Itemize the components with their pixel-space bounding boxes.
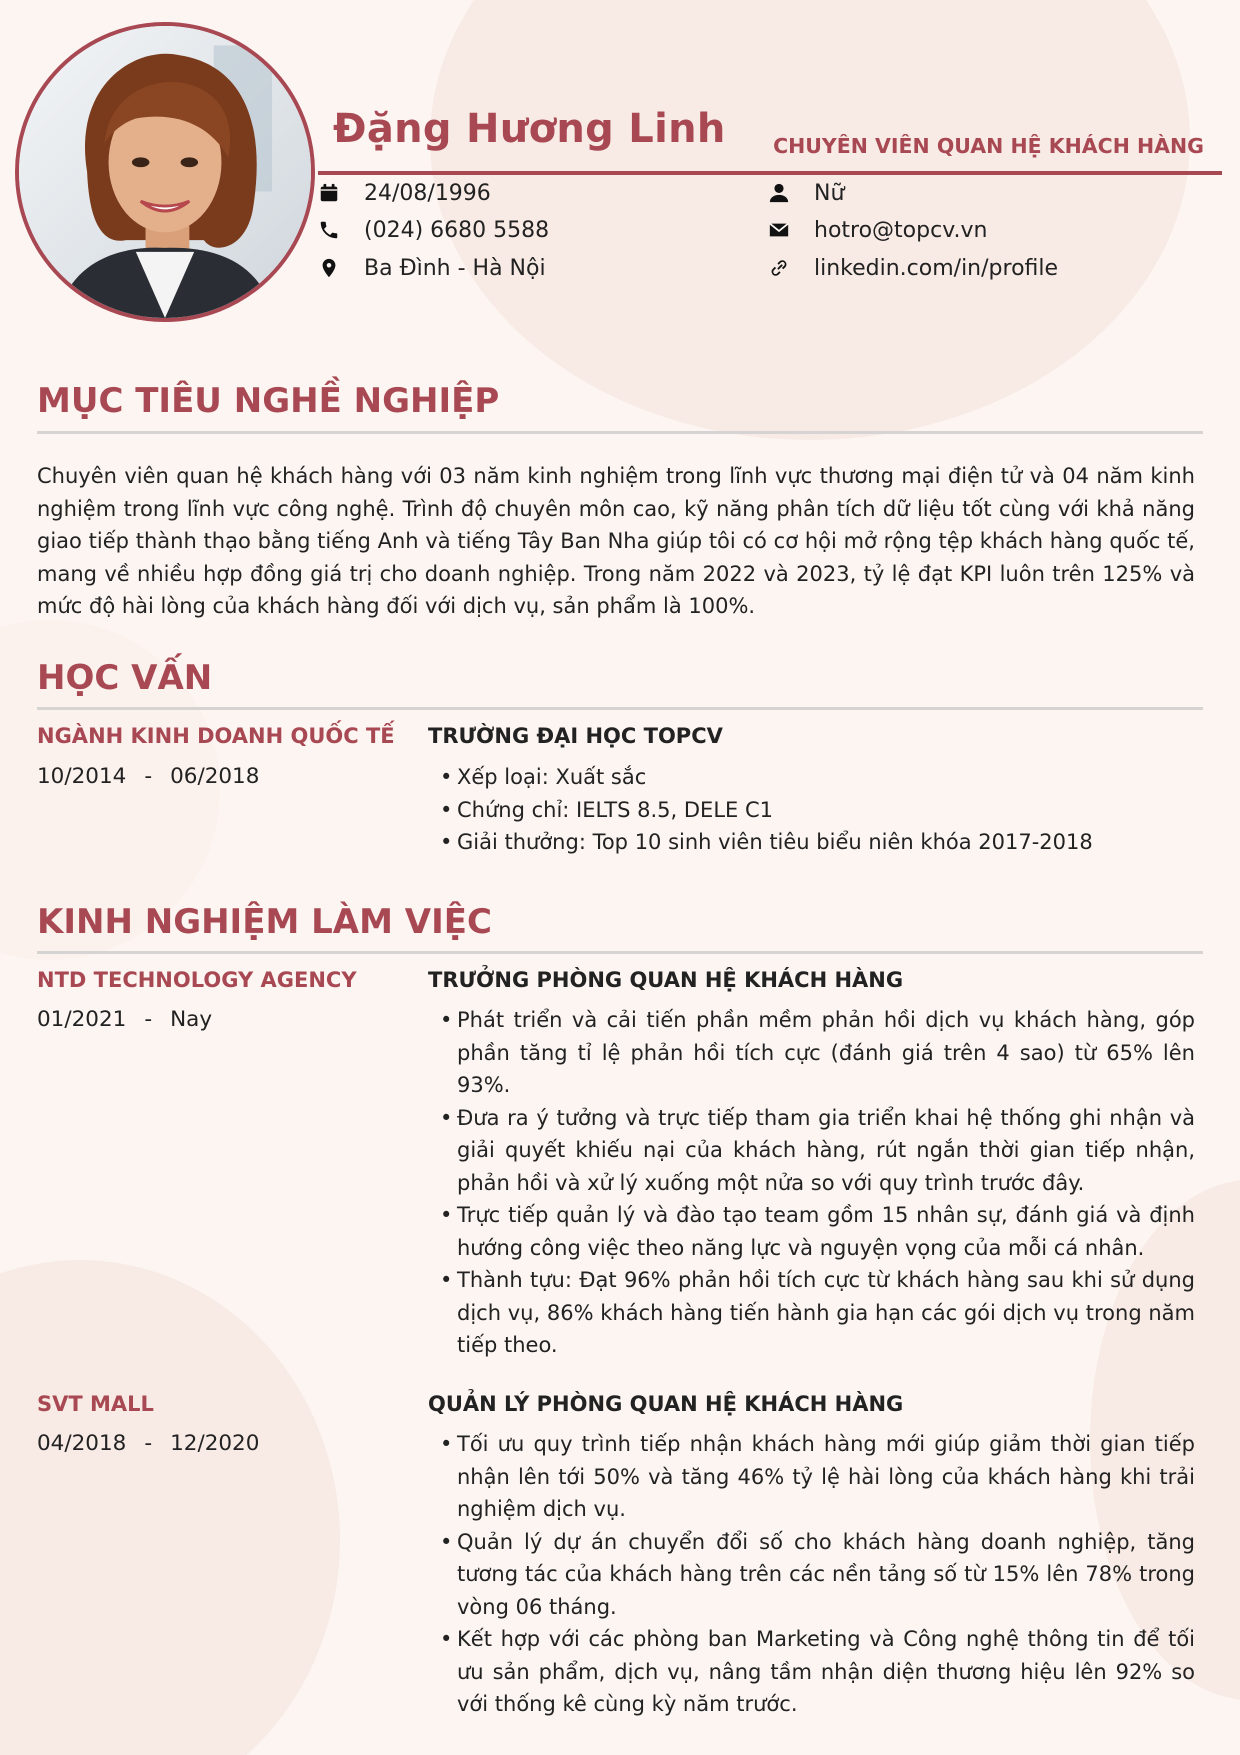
experience-divider (37, 951, 1203, 954)
list-item: • Tối ưu quy trình tiếp nhận khách hàng mới giúp giảm thời gian tiếp nhận lên tới 50% và tăng 46% tỷ lệ hài lòng của khách hàng khi trải nghiệm dịch vụ. (440, 1428, 1195, 1526)
education-start: 10/2014 (37, 764, 127, 789)
education-major: NGÀNH KINH DOANH QUỐC TẾ (37, 724, 395, 748)
job-1-start: 01/2021 (37, 1007, 127, 1032)
job-2-achievements (440, 1428, 1195, 1721)
location-pin-icon (316, 255, 342, 281)
job-title: CHUYÊN VIÊN QUAN HỆ KHÁCH HÀNG (773, 134, 1204, 158)
list-item: • Thành tựu: Đạt 96% phản hồi tích cực từ khách hàng sau khi sử dụng dịch vụ, 86% khách hàng tiến hành gia hạn các gói dịch vụ trong năm tiếp theo. (440, 1264, 1195, 1362)
background-shape (0, 1260, 340, 1755)
education-end: 06/2018 (170, 764, 260, 789)
gender-value: Nữ (814, 180, 845, 206)
list-item: • Trực tiếp quản lý và đào tạo team gồm 15 nhân sự, đánh giá và định hướng công việc theo năng lực và nguyện vọng của mỗi cá nhân. (440, 1199, 1195, 1264)
phone-value: (024) 6680 5588 (364, 217, 550, 243)
job-1-company: NTD TECHNOLOGY AGENCY (37, 968, 357, 992)
education-heading: HỌC VẤN (37, 658, 213, 698)
list-item: • Xếp loại: Xuất sắc (440, 761, 1195, 794)
job-1-dates: 01/2021 - Nay (37, 1007, 213, 1032)
envelope-icon (766, 217, 792, 243)
header-divider (318, 171, 1222, 175)
job-2-dates: 04/2018 - 12/2020 (37, 1431, 260, 1456)
profile-photo (15, 22, 315, 322)
contact-email[interactable] (766, 217, 987, 243)
education-school: TRƯỜNG ĐẠI HỌC TOPCV (428, 724, 723, 748)
location-value: Ba Đình - Hà Nội (364, 255, 546, 281)
contact-birthdate (316, 180, 491, 206)
education-dates: 10/2014 - 06/2018 (37, 764, 260, 789)
phone-icon (316, 217, 342, 243)
job-2-position: QUẢN LÝ PHÒNG QUAN HỆ KHÁCH HÀNG (428, 1392, 904, 1416)
education-details (440, 761, 1195, 859)
objective-divider (37, 431, 1203, 434)
contact-linkedin[interactable] (766, 255, 1058, 281)
list-item: • Giải thưởng: Top 10 sinh viên tiêu biểu niên khóa 2017-2018 (440, 826, 1195, 859)
job-2-end: 12/2020 (170, 1431, 260, 1456)
calendar-icon (316, 180, 342, 206)
list-item: • Quản lý dự án chuyển đổi số cho khách hàng doanh nghiệp, tăng tương tác của khách hàng trên các nền tảng số từ 15% lên 78% trong vòng 06 tháng. (440, 1526, 1195, 1624)
person-icon (766, 180, 792, 206)
list-item: • Phát triển và cải tiến phần mềm phản hồi dịch vụ khách hàng, góp phần tăng tỉ lệ phản hồi tích cực (đánh giá trên 4 sao) từ 65% lên 93%. (440, 1004, 1195, 1102)
contact-gender (766, 180, 844, 206)
contact-location (316, 255, 546, 281)
linkedin-value[interactable]: linkedin.com/in/profile (814, 255, 1059, 281)
birthdate-value: 24/08/1996 (364, 180, 491, 206)
job-1-end: Nay (170, 1007, 213, 1032)
job-2-company: SVT MALL (37, 1392, 154, 1416)
job-1-achievements (440, 1004, 1195, 1362)
objective-text: Chuyên viên quan hệ khách hàng với 03 năm kinh nghiệm trong lĩnh vực thương mại điện tử và 04 năm kinh nghiệm trong lĩnh vực công nghệ. Trình độ chuyên môn cao, kỹ năng phân tích dữ liệu tốt cùng với khả năng giao tiếp thành thạo bằng tiếng Anh và tiếng Tây Ban Nha giúp tôi có cơ hội mở rộng tệp khách hàng quốc tế, mang về nhiều hợp đồng giá trị cho doanh nghiệp. Trong năm 2022 và 2023, tỷ lệ đạt KPI luôn trên 125% và mức độ hài lòng của khách hàng đối với dịch vụ, sản phẩm là 100%. (37, 464, 1195, 618)
education-divider (37, 707, 1203, 710)
list-item: • Kết hợp với các phòng ban Marketing và Công nghệ thông tin để tối ưu sản phẩm, dịch vụ, nâng tầm nhận diện thương hiệu lên 92% so với thống kê cùng kỳ năm trước. (440, 1623, 1195, 1721)
link-icon (766, 255, 792, 281)
objective-heading: MỤC TIÊU NGHỀ NGHIỆP (37, 381, 500, 421)
candidate-name: Đặng Hương Linh (333, 106, 726, 152)
email-value[interactable]: hotro@topcv.vn (814, 217, 988, 243)
job-2-start: 04/2018 (37, 1431, 127, 1456)
contact-phone (316, 217, 549, 243)
list-item: • Đưa ra ý tưởng và trực tiếp tham gia triển khai hệ thống ghi nhận và giải quyết khiếu nại của khách hàng, rút ngắn thời gian tiếp nhận, phản hồi và xử lý xuống một nửa so với quy trình trước đây. (440, 1102, 1195, 1200)
experience-heading: KINH NGHIỆM LÀM VIỆC (37, 902, 492, 942)
job-1-position: TRƯỞNG PHÒNG QUAN HỆ KHÁCH HÀNG (428, 968, 904, 992)
list-item: • Chứng chỉ: IELTS 8.5, DELE C1 (440, 794, 1195, 827)
